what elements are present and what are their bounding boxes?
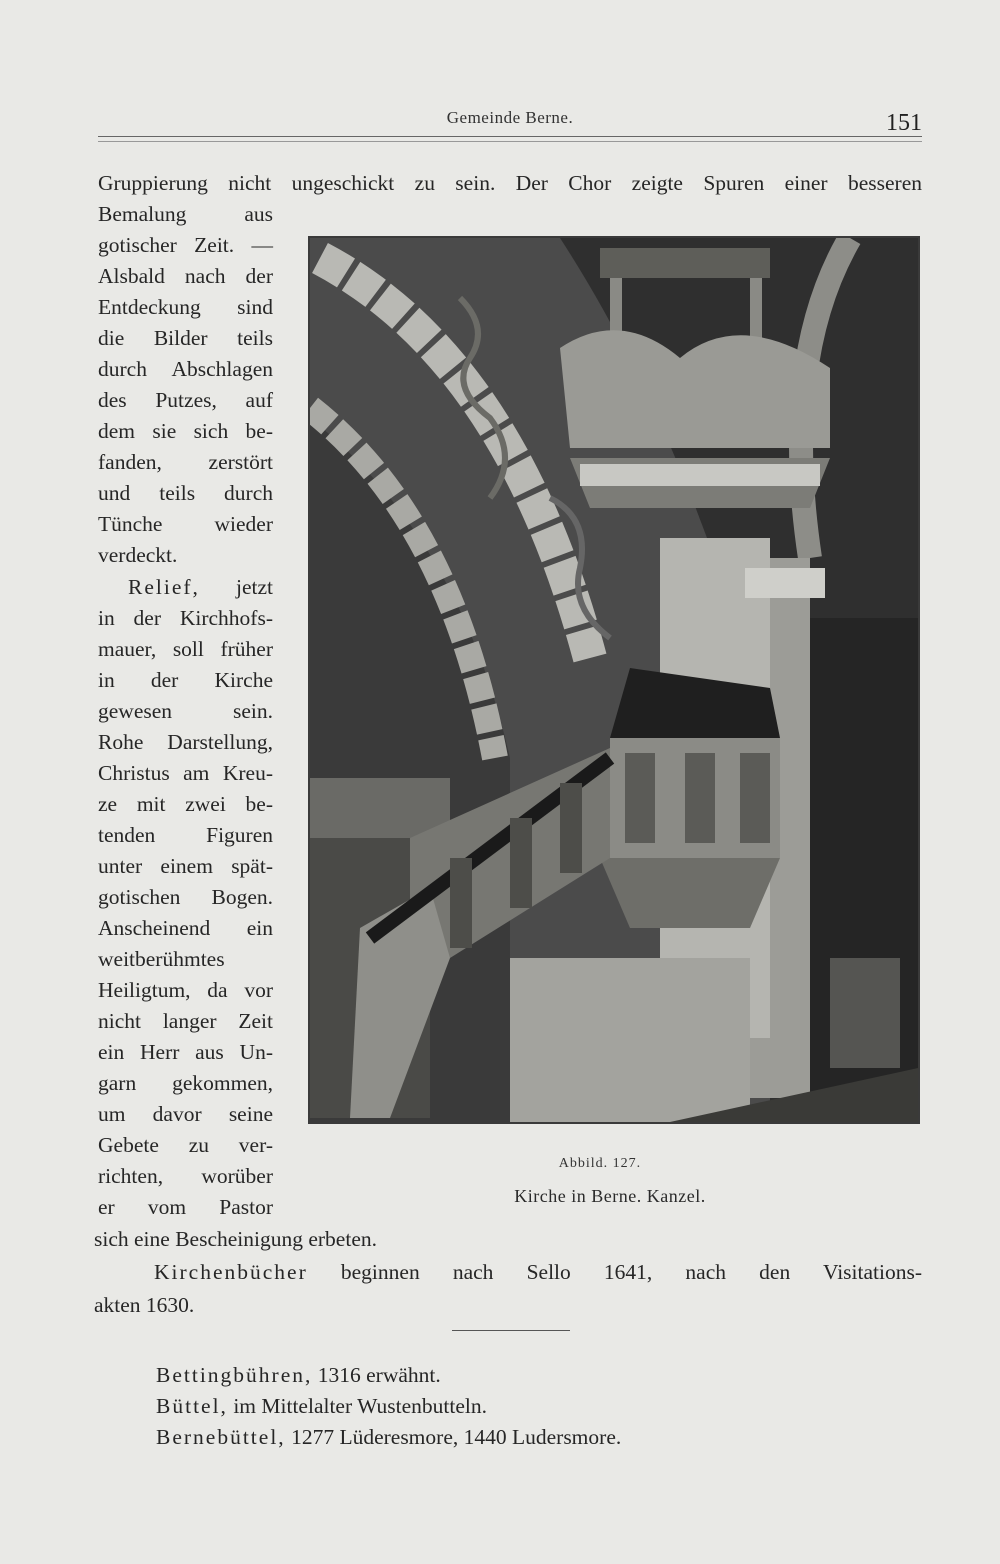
body-line: sich eine Bescheinigung erbeten. xyxy=(94,1227,377,1251)
column-line: verdeckt. xyxy=(98,543,178,567)
column-line: nicht langer Zeit xyxy=(98,1009,273,1033)
body-line: akten 1630. xyxy=(94,1293,195,1317)
column-line: Entdeckung sind xyxy=(98,295,273,319)
column-line: unter einem spät- xyxy=(98,854,273,878)
place-text: 1277 Lüderesmore, 1440 Ludersmore. xyxy=(285,1425,622,1449)
section-divider xyxy=(452,1330,570,1331)
column-line: mauer, soll früher xyxy=(98,637,273,661)
place-entry xyxy=(156,1422,621,1452)
column-line: Tünche wieder xyxy=(98,512,273,536)
header-rule-secondary xyxy=(98,141,922,142)
column-line: Heiligtum, da vor xyxy=(98,978,273,1002)
header-rule xyxy=(98,136,922,137)
pulpit-illustration xyxy=(310,238,918,1122)
body-line: Gruppierung nicht ungeschickt zu sein. Der Chor zeigte Spuren einer besseren xyxy=(98,171,922,195)
place-name: Bettingbühren, xyxy=(156,1363,313,1387)
place-name: Büttel, xyxy=(156,1394,228,1418)
column-line: fanden, zerstört xyxy=(98,450,273,474)
column-line: in der Kirche xyxy=(98,668,273,692)
figure-caption: Kirche in Berne. Kanzel. xyxy=(514,1186,706,1206)
running-header: Gemeinde Berne. xyxy=(446,108,574,127)
column-line: garn gekommen, xyxy=(98,1071,273,1095)
figure-label: Abbild. 127. xyxy=(558,1156,642,1171)
column-line: Christus am Kreu- xyxy=(98,761,273,785)
place-name: Bernebüttel, xyxy=(156,1425,286,1449)
column-line: gewesen sein. xyxy=(98,699,273,723)
column-line: tenden Figuren xyxy=(98,823,273,847)
column-line: in der Kirchhofs- xyxy=(98,606,273,630)
column-line: richten, worüber xyxy=(98,1164,273,1188)
column-line: die Bilder teils xyxy=(98,326,273,350)
place-entry xyxy=(156,1391,487,1421)
relief-term: Relief, xyxy=(128,575,200,599)
column-line: gotischer Zeit. — xyxy=(98,233,273,257)
column-line: um davor seine xyxy=(98,1102,273,1126)
kirchenbuecher-term: Kirchenbücher xyxy=(154,1260,308,1284)
column-line: Bemalung aus xyxy=(98,202,273,226)
column-line: und teils durch xyxy=(98,481,273,505)
relief-paragraph-start xyxy=(98,572,273,603)
column-line: gotischen Bogen. xyxy=(98,885,273,909)
place-text: im Mittelalter Wustenbutteln. xyxy=(227,1394,488,1418)
column-line: durch Abschlagen xyxy=(98,357,273,381)
column-line: weitberühmtes xyxy=(98,947,225,971)
pulpit-photograph xyxy=(308,236,920,1124)
column-line: ze mit zwei be- xyxy=(98,792,273,816)
place-text: 1316 erwähnt. xyxy=(312,1363,441,1387)
column-line: er vom Pastor xyxy=(98,1195,273,1219)
column-line: des Putzes, auf xyxy=(98,388,273,412)
column-line: Rohe Darstellung, xyxy=(98,730,273,754)
relief-text: jetzt xyxy=(199,575,273,599)
column-line: dem sie sich be- xyxy=(98,419,273,443)
column-line: Gebete zu ver- xyxy=(98,1133,273,1157)
kirchenbuecher-text: beginnen nach Sello 1641, nach den Visitations- xyxy=(307,1260,922,1284)
place-entry xyxy=(156,1360,441,1390)
column-line: ein Herr aus Un- xyxy=(98,1040,273,1064)
kirchenbuecher-paragraph xyxy=(98,1257,922,1288)
page-number: 151 xyxy=(886,110,922,136)
column-line: Anscheinend ein xyxy=(98,916,273,940)
column-line: Alsbald nach der xyxy=(98,264,273,288)
